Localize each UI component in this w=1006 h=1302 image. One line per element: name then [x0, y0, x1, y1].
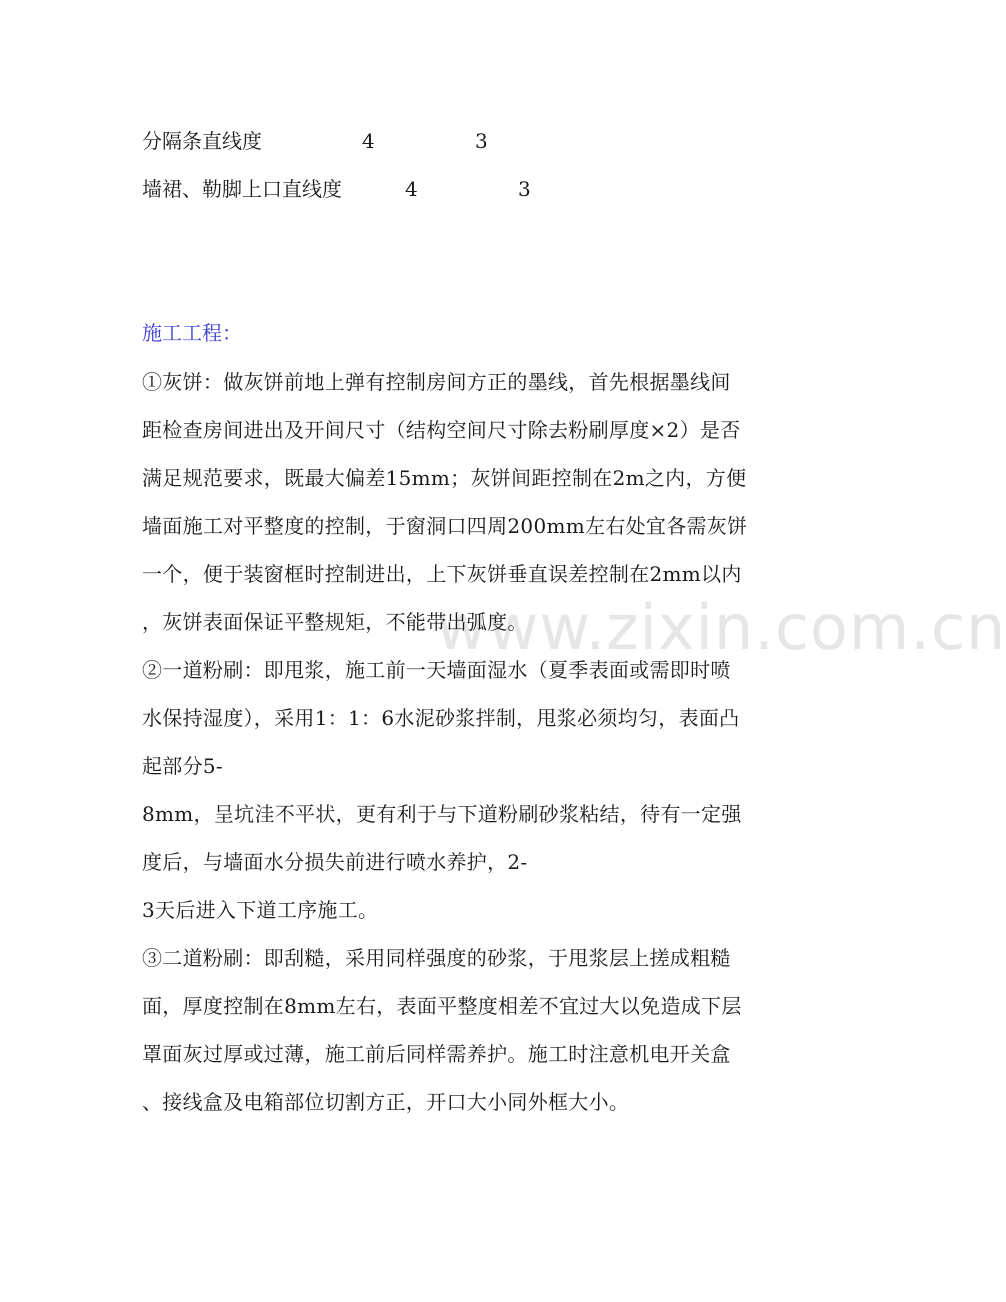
paragraph-line: 水保持湿度），采用1：1：6水泥砂浆拌制，甩浆必须均匀，表面凸: [142, 706, 740, 730]
paragraph-line: 一个，便于装窗框时控制进出，上下灰饼垂直误差控制在2mm以内: [142, 562, 742, 586]
table-row: [142, 174, 742, 204]
row-label: 墙裙、勒脚上口直线度: [142, 177, 342, 201]
paragraph-line: 面，厚度控制在8mm左右，表面平整度相差不宜过大以免造成下层: [142, 994, 742, 1018]
table-row: [142, 126, 742, 156]
row-value-2: 3: [475, 129, 488, 153]
paragraph-line: 距检查房间进出及开间尺寸（结构空间尺寸除去粉刷厚度×2）是否: [142, 418, 741, 442]
paragraph-line: 度后，与墙面水分损失前进行喷水养护，2-: [142, 850, 528, 874]
paragraph-line: ，灰饼表面保证平整规矩，不能带出弧度。: [142, 610, 528, 634]
paragraph-line: ①灰饼：做灰饼前地上弹有控制房间方正的墨线，首先根据墨线间: [142, 370, 731, 394]
paragraph-line: 满足规范要求，既最大偏差15mm；灰饼间距控制在2m之内，方便: [142, 466, 747, 490]
row-value-1: 4: [362, 129, 375, 153]
paragraph-line: ③二道粉刷：即刮糙，采用同样强度的砂浆，于甩浆层上搓成粗糙: [142, 946, 731, 970]
row-value-2: 3: [518, 177, 531, 201]
paragraph-line: ②一道粉刷：即甩浆，施工前一天墙面湿水（夏季表面或需即时喷: [142, 658, 731, 682]
row-value-1: 4: [405, 177, 418, 201]
paragraph-line: 起部分5-: [142, 754, 223, 778]
watermark: www.zixin.com.cn: [436, 591, 1006, 664]
row-label: 分隔条直线度: [142, 129, 262, 153]
paragraph-line: 3天后进入下道工序施工。: [142, 898, 379, 922]
section-heading: 施工工程：: [142, 321, 242, 345]
paragraph-line: 墙面施工对平整度的控制，于窗洞口四周200mm左右处宜各需灰饼: [142, 514, 748, 538]
paragraph-line: 罩面灰过厚或过薄，施工前后同样需养护。施工时注意机电开关盒: [142, 1042, 731, 1066]
paragraph-line: 8mm，呈坑洼不平状，更有利于与下道粉刷砂浆粘结，待有一定强: [142, 802, 742, 826]
paragraph-line: 、接线盒及电箱部位切割方正，开口大小同外框大小。: [142, 1090, 630, 1114]
